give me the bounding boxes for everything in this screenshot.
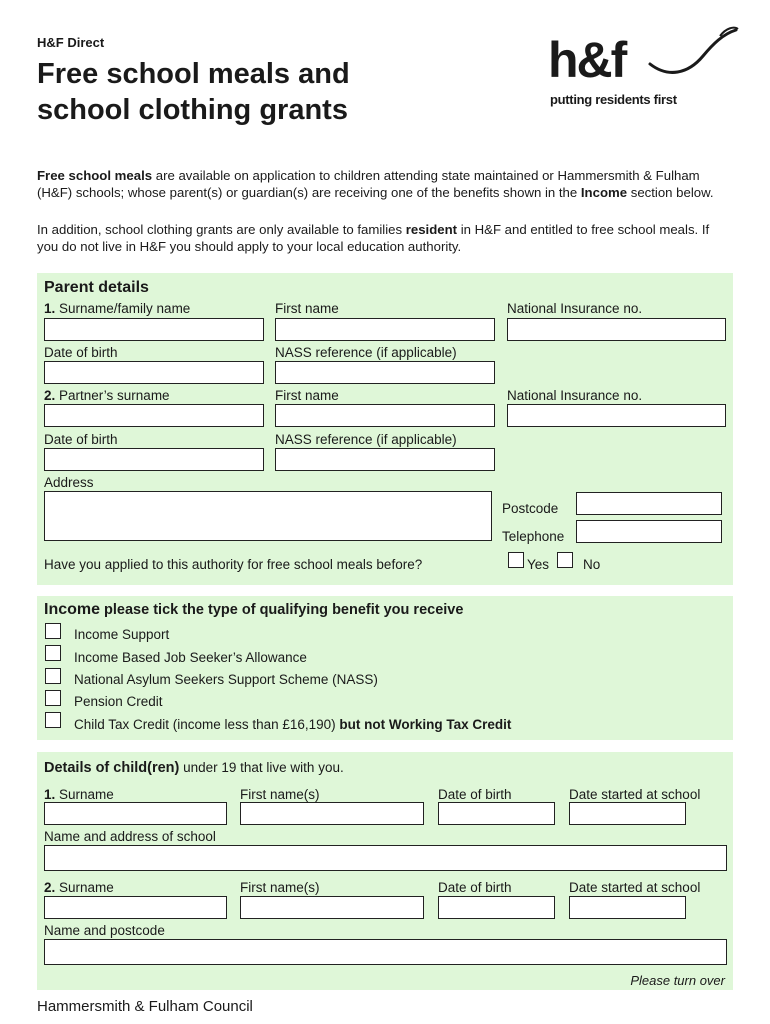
child2-number: 2. <box>44 880 56 895</box>
parent1-ni-field[interactable] <box>507 318 726 341</box>
nass-checkbox[interactable] <box>45 668 61 684</box>
nass-label: National Asylum Seekers Support Scheme (NASS) <box>74 672 378 687</box>
parent-details-section <box>37 273 733 585</box>
parent2-ni-field[interactable] <box>507 404 726 427</box>
children-section <box>37 752 733 990</box>
income-heading <box>44 601 463 619</box>
parent2-surname-label <box>44 388 170 403</box>
hf-logo <box>548 26 738 114</box>
title-line-2: school clothing grants <box>37 94 348 126</box>
child-tax-credit-label <box>74 717 511 732</box>
child1-dob-label: Date of birth <box>438 787 512 802</box>
logo-tagline: putting residents first <box>550 92 677 107</box>
children-heading <box>44 760 344 776</box>
applied-yes-label: Yes <box>527 557 550 572</box>
income-section <box>37 596 733 740</box>
parent1-nass-field[interactable] <box>275 361 495 384</box>
child2-dob-label: Date of birth <box>438 880 512 895</box>
child2-surname-text: Surname <box>55 880 114 895</box>
parent2-firstname-label: First name <box>275 388 339 403</box>
telephone-label: Telephone <box>502 529 565 544</box>
parent2-nass-note: (if applicable) <box>372 432 457 447</box>
child2-started-field[interactable] <box>569 896 686 919</box>
applied-before-question: Have you applied to this authority for free school meals before? <box>44 557 423 572</box>
parent2-number: 2. <box>44 388 56 403</box>
income-support-label: Income Support <box>74 627 170 642</box>
child2-surname-field[interactable] <box>44 896 227 919</box>
pension-credit-checkbox[interactable] <box>45 690 61 706</box>
child1-dob-field[interactable] <box>438 802 555 825</box>
intro-bold-fsm: Free school meals <box>37 168 153 183</box>
child2-firstnames-field[interactable] <box>240 896 424 919</box>
address-field[interactable] <box>44 491 492 541</box>
child2-dob-field[interactable] <box>438 896 555 919</box>
parent2-firstname-field[interactable] <box>275 404 495 427</box>
parent1-nass-note: (if applicable) <box>372 345 457 360</box>
parent1-nass-text: NASS reference <box>275 345 373 360</box>
postcode-field[interactable] <box>576 492 722 515</box>
children-subheading: under 19 that live with you. <box>179 760 344 775</box>
intro-paragraph-1 <box>37 167 727 201</box>
applied-no-checkbox[interactable] <box>557 552 573 568</box>
logo-swoosh-icon <box>648 26 740 86</box>
income-heading-text: Income <box>44 601 101 618</box>
intro-text-b: section below. <box>627 185 714 200</box>
intro2-text-b: in H&F and entitled to free school meals. If you do not live in H&F you should apply to your local education authority. <box>37 222 710 254</box>
parent1-firstname-label: First name <box>275 301 339 316</box>
child-tax-credit-bold: but not Working Tax Credit <box>335 717 512 732</box>
child1-surname-field[interactable] <box>44 802 227 825</box>
child2-firstnames-label: First name(s) <box>240 880 320 895</box>
title-line-1: Free school meals and <box>37 58 350 90</box>
intro-paragraph-2 <box>37 221 727 255</box>
child1-started-label: Date started at school <box>569 787 701 802</box>
child-tax-credit-checkbox[interactable] <box>45 712 61 728</box>
parent2-dob-label: Date of birth <box>44 432 118 447</box>
child1-school-field[interactable] <box>44 845 727 871</box>
applied-no-label: No <box>583 557 601 572</box>
pension-credit-label: Pension Credit <box>74 694 163 709</box>
parent1-surname-field[interactable] <box>44 318 264 341</box>
intro-text-a: are available on application to children attending state maintained or Hammersmith & Fulham (H&F) schools; whose parent(s) or guardian(s) are receiving one of the benefits shown in the <box>37 168 700 200</box>
parent1-firstname-field[interactable] <box>275 318 495 341</box>
child1-started-field[interactable] <box>569 802 686 825</box>
child1-surname-text: Surname <box>55 787 114 802</box>
income-subheading: please tick the type of qualifying benefit you receive <box>100 602 464 618</box>
parent1-number: 1. <box>44 301 56 316</box>
parent1-nass-label <box>275 345 457 360</box>
form-series-label: H&F Direct <box>37 35 105 50</box>
intro2-text-a: In addition, school clothing grants are only available to families <box>37 222 406 237</box>
parent2-surname-text: Partner’s surname <box>55 388 170 403</box>
child1-surname-label <box>44 787 114 802</box>
income-support-checkbox[interactable] <box>45 623 61 639</box>
intro2-bold-resident: resident <box>405 222 458 237</box>
jsa-checkbox[interactable] <box>45 645 61 661</box>
address-label: Address <box>44 475 94 490</box>
child1-number: 1. <box>44 787 56 802</box>
parent2-surname-field[interactable] <box>44 404 264 427</box>
intro-bold-income: Income <box>580 185 628 200</box>
child1-firstnames-field[interactable] <box>240 802 424 825</box>
parent1-dob-label: Date of birth <box>44 345 118 360</box>
parent2-nass-label <box>275 432 457 447</box>
page-title <box>37 56 437 128</box>
parent2-ni-label: National Insurance no. <box>507 388 643 403</box>
postcode-label: Postcode <box>502 501 559 516</box>
parent1-surname-text: Surname/family name <box>55 301 191 316</box>
child2-started-label: Date started at school <box>569 880 701 895</box>
parent-heading: Parent details <box>44 279 149 296</box>
child2-surname-label <box>44 880 114 895</box>
children-heading-text: Details of child(ren) <box>44 760 180 776</box>
child2-school-field[interactable] <box>44 939 727 965</box>
parent1-dob-field[interactable] <box>44 361 264 384</box>
child1-school-label: Name and address of school <box>44 829 216 844</box>
jsa-label: Income Based Job Seeker’s Allowance <box>74 650 307 665</box>
child1-firstnames-label: First name(s) <box>240 787 320 802</box>
turn-over-note: Please turn over <box>630 973 725 988</box>
parent1-surname-label <box>44 301 190 316</box>
child-tax-credit-text: Child Tax Credit (income less than £16,190) <box>74 717 336 732</box>
parent2-nass-field[interactable] <box>275 448 495 471</box>
applied-yes-checkbox[interactable] <box>508 552 524 568</box>
telephone-field[interactable] <box>576 520 722 543</box>
parent2-nass-text: NASS reference <box>275 432 373 447</box>
parent2-dob-field[interactable] <box>44 448 264 471</box>
child2-school-label: Name and postcode <box>44 923 165 938</box>
logo-wordmark: h&f <box>548 32 626 88</box>
parent1-ni-label: National Insurance no. <box>507 301 643 316</box>
footer-council-name: Hammersmith & Fulham Council <box>37 998 253 1015</box>
